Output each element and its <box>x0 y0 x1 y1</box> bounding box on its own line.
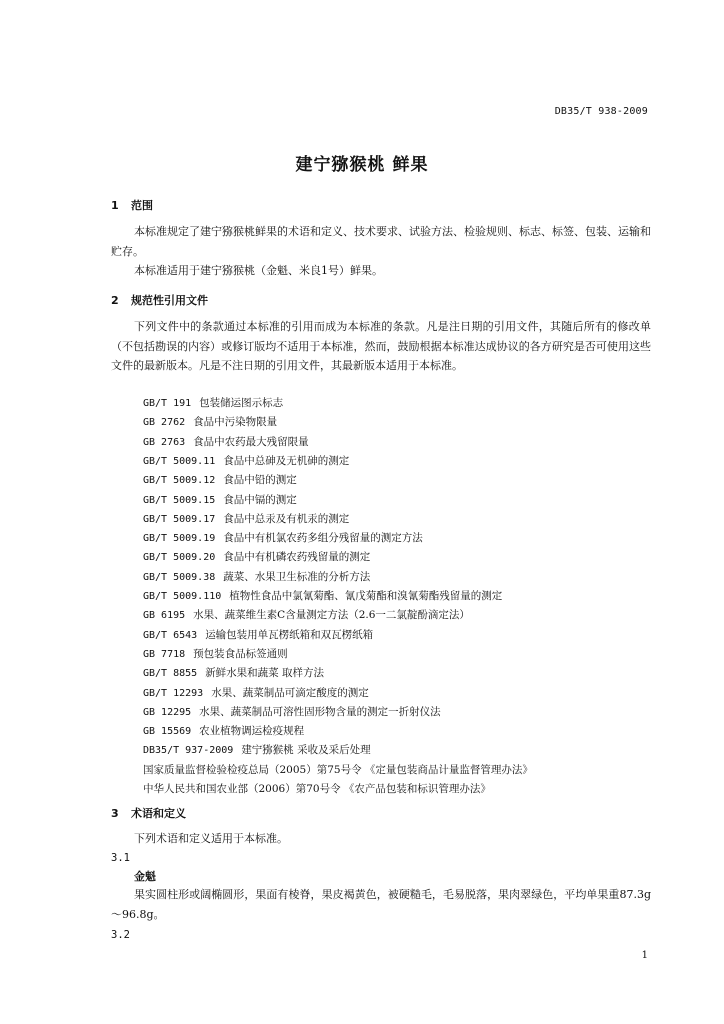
reference-code: DB35/T 937-2009 <box>143 745 234 757</box>
reference-code: GB 2763 <box>143 436 186 448</box>
section-number: 1 <box>111 199 119 212</box>
page-number: 1 <box>641 950 648 961</box>
reference-code: GB 7718 <box>143 648 186 660</box>
reference-item <box>143 646 288 661</box>
document-title: 建宁猕猴桃 鲜果 <box>295 155 429 175</box>
term-name: 金魁 <box>134 870 156 883</box>
reference-code: GB/T 5009.20 <box>143 552 216 564</box>
reference-item <box>143 665 324 680</box>
reference-code: GB/T 5009.12 <box>143 475 216 487</box>
reference-title: 蔬菜、水果卫生标准的分析方法 <box>223 570 371 583</box>
references-paragraph: 下列文件中的条款通过本标准的引用而成为本标准的条款。凡是注日期的引用文件，其随后所有的修改单（不包括勘误的内容）或修订版均不适用于本标准，然而，鼓励根据本标准达成协议的各方研究是否可使用这些文件的最新版本。凡是不注日期的引用文件，其最新版本适用于本标准。 <box>111 320 651 372</box>
section-title: 规范性引用文件 <box>131 294 208 307</box>
reference-title: 新鲜水果和蔬菜 取样方法 <box>205 667 325 680</box>
reference-item <box>143 723 304 738</box>
reference-title: 食品中污染物限量 <box>193 416 278 429</box>
section-heading-scope <box>111 197 153 213</box>
reference-item <box>143 685 369 700</box>
reference-title: 食品中农药最大残留限量 <box>193 435 309 448</box>
reference-code: GB/T 5009.38 <box>143 571 216 583</box>
reference-item <box>143 414 277 429</box>
term-number: 3.2 <box>111 929 130 941</box>
reference-title: 中华人民共和国农业部（2006）第70号令 《农产品包装和标识管理办法》 <box>143 783 491 795</box>
section-number: 3 <box>111 807 119 820</box>
reference-item <box>143 781 491 796</box>
reference-title: 水果、蔬菜制品可滴定酸度的测定 <box>211 686 369 699</box>
reference-title: 食品中铅的测定 <box>223 474 297 487</box>
reference-item <box>143 453 349 468</box>
reference-item <box>143 627 373 642</box>
standard-code: DB35/T 938-2009 <box>554 106 648 117</box>
reference-item <box>143 395 283 410</box>
reference-code: GB/T 5009.15 <box>143 494 216 506</box>
reference-code: GB/T 8855 <box>143 668 198 680</box>
reference-code: GB/T 5009.19 <box>143 533 216 545</box>
reference-item <box>143 492 297 507</box>
section-title: 范围 <box>131 199 153 212</box>
reference-code: GB/T 6543 <box>143 629 198 641</box>
section-heading-references <box>111 292 208 308</box>
scope-applicability: 本标准适用于建宁猕猴桃（金魁、米良1号）鲜果。 <box>134 264 383 277</box>
reference-code: GB/T 5009.17 <box>143 513 216 525</box>
reference-code: GB/T 191 <box>143 398 192 409</box>
term-definition: 果实圆柱形或阔椭圆形，果面有棱脊，果皮褐黄色，被硬糙毛，毛易脱落，果肉翠绿色，平均单果重87.3g～96.8g。 <box>111 888 651 921</box>
reference-title: 国家质量监督检验检疫总局（2005）第75号令 《定量包装商品计量监督管理办法》 <box>143 763 533 776</box>
reference-title: 食品中总汞及有机汞的测定 <box>223 512 350 525</box>
reference-title: 运输包装用单瓦楞纸箱和双瓦楞纸箱 <box>205 628 374 641</box>
reference-item <box>143 530 423 545</box>
reference-title: 水果、蔬菜制品可溶性固形物含量的测定一折射仪法 <box>199 705 441 718</box>
reference-title: 食品中有机氯农药多组分残留量的测定方法 <box>223 532 423 545</box>
reference-item <box>143 762 533 777</box>
reference-item <box>143 511 349 526</box>
term-number: 3.1 <box>111 852 130 864</box>
section-heading-terms <box>111 805 186 821</box>
reference-code: GB 2762 <box>143 417 186 429</box>
section-number: 2 <box>111 294 119 307</box>
reference-code: GB/T 12293 <box>143 687 204 699</box>
reference-item <box>143 569 370 584</box>
terms-intro: 下列术语和定义适用于本标准。 <box>134 832 288 845</box>
reference-item <box>143 434 309 449</box>
reference-item <box>143 704 441 719</box>
reference-title: 植物性食品中氯氰菊酯、氰戊菊酯和溴氰菊酯残留量的测定 <box>229 590 503 602</box>
reference-title: 食品中镉的测定 <box>223 493 297 506</box>
reference-item <box>143 607 470 622</box>
reference-title: 建宁猕猴桃 采收及采后处理 <box>241 744 371 757</box>
reference-title: 食品中总砷及无机砷的测定 <box>223 454 350 467</box>
reference-item <box>143 549 370 564</box>
section-title: 术语和定义 <box>131 807 186 820</box>
reference-code: GB 6195 <box>143 610 186 622</box>
reference-code: GB/T 5009.11 <box>143 455 216 467</box>
reference-item <box>143 742 371 757</box>
reference-title: 水果、蔬菜维生素C含量测定方法（2.6一二氯靛酚滴定法） <box>193 609 470 622</box>
reference-title: 包装储运图示标志 <box>199 397 284 409</box>
reference-title: 食品中有机磷农药残留量的测定 <box>223 551 371 564</box>
reference-title: 农业植物调运检疫规程 <box>199 725 305 738</box>
reference-item <box>143 472 297 487</box>
reference-code: GB/T 5009.110 <box>143 591 222 602</box>
scope-paragraph: 本标准规定了建宁猕猴桃鲜果的术语和定义、技术要求、试验方法、检验规则、标志、标签、包装、运输和贮存。 <box>111 225 651 258</box>
reference-title: 预包装食品标签通则 <box>193 647 288 660</box>
reference-code: GB 12295 <box>143 706 192 718</box>
reference-code: GB 15569 <box>143 726 192 738</box>
reference-item <box>143 588 502 603</box>
